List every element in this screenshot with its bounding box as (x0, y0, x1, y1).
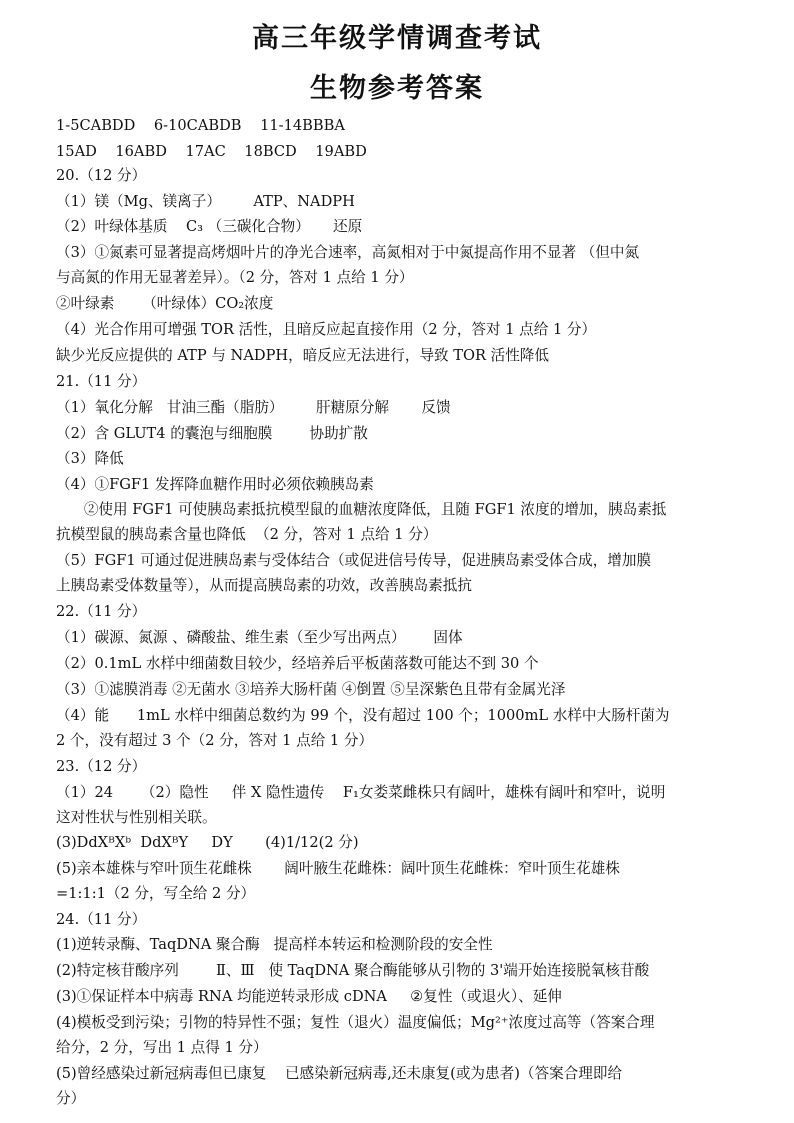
answer-line: （2）叶绿体基质 C₃ （三碳化合物） 还原 (56, 218, 363, 235)
answer-line: 给分，2 分，写出 1 点得 1 分） (56, 1039, 268, 1056)
answer-line: ②使用 FGF1 可使胰岛素抵抗模型鼠的血糖浓度降低，且随 FGF1 浓度的增加，胰岛素抵 (56, 501, 667, 518)
answer-line: (4)模板受到污染；引物的特异性不强；复性（退火）温度偏低；Mg²⁺浓度过高等（答案合理 (56, 1014, 655, 1031)
answer-line: 这对性状与性别相关联。 (56, 809, 217, 826)
answer-line: 与高氮的作用无显著差异）。（2 分，答对 1 点给 1 分） (56, 269, 414, 286)
answer-line: 1-5CABDD 6-10CABDB 11-14BBBA (56, 117, 345, 134)
answer-line: 15AD 16ABD 17AC 18BCD 19ABD (56, 143, 367, 160)
answer-line: （1）氧化分解 甘油三酯（脂肪） 肝糖原分解 反馈 (56, 399, 451, 416)
answer-line: 23.（12 分） (56, 758, 147, 775)
exam-title: 高三年级学情调查考试 (252, 23, 542, 54)
answer-line: （3）①氮素可显著提高烤烟叶片的净光合速率，高氮相对于中氮提高作用不显著 （但中氮 (56, 244, 640, 261)
answer-line: (3)①保证样本中病毒 RNA 均能逆转录形成 cDNA ②复性（或退火）、延伸 (56, 988, 562, 1005)
answer-line: 上胰岛素受体数量等），从而提高胰岛素的功效，改善胰岛素抵抗 (56, 577, 472, 594)
answer-line: （3）降低 (56, 450, 124, 467)
answer-line: （4）光合作用可增强 TOR 活性，且暗反应起直接作用（2 分，答对 1 点给 1 分） (56, 321, 597, 338)
answer-line: （1）24 （2）隐性 伴 X 隐性遗传 F₁女娄菜雌株只有阔叶，雄株有阔叶和窄叶，说明 (56, 784, 666, 801)
answer-line: （1）镁（Mg、镁离子） ATP、NADPH (56, 193, 355, 210)
answer-line: （3）①滤膜消毒 ②无菌水 ③培养大肠杆菌 ④倒置 ⑤呈深紫色且带有金属光泽 (56, 681, 566, 698)
answer-line: (1)逆转录酶、TaqDNA 聚合酶 提高样本转运和检测阶段的安全性 (56, 936, 493, 953)
answer-line: (2)特定核苷酸序列 Ⅱ、Ⅲ 使 TaqDNA 聚合酶能够从引物的 3'端开始连接脱氧核苷酸 (56, 962, 650, 979)
answer-key-subtitle: 生物参考答案 (310, 73, 484, 104)
answer-line: 24.（11 分） (56, 911, 147, 928)
answer-line: （2）含 GLUT4 的囊泡与细胞膜 协助扩散 (56, 425, 368, 442)
answer-line: 22.（11 分） (56, 603, 147, 620)
answer-line: （1）碳源、氮源 、磷酸盐、维生素（至少写出两点） 固体 (56, 629, 463, 646)
answer-line: （2）0.1mL 水样中细菌数目较少，经培养后平板菌落数可能达不到 30 个 (56, 655, 539, 672)
answer-line: =1:1:1（2 分，写全给 2 分） (56, 885, 256, 902)
answer-line: 缺少光反应提供的 ATP 与 NADPH，暗反应无法进行，导致 TOR 活性降低 (56, 347, 549, 364)
answer-line: (5)亲本雄株与窄叶顶生花雌株 阔叶腋生花雌株：阔叶顶生花雌株：窄叶顶生花雄株 (56, 860, 620, 877)
answer-line: (5)曾经感染过新冠病毒但已康复 已感染新冠病毒,还未康复(或为患者)（答案合理即给 (56, 1065, 623, 1082)
answer-line: （5）FGF1 可通过促进胰岛素与受体结合（或促进信号传导，促进胰岛素受体合成，增加膜 (56, 552, 652, 569)
answer-line: （4）能 1mL 水样中细菌总数约为 99 个，没有超过 100 个；1000mL 水样中大肠杆菌为 (56, 707, 670, 724)
answer-line: ②叶绿素 （叶绿体）CO₂浓度 (56, 295, 274, 312)
answer-line: （4）①FGF1 发挥降血糖作用时必须依赖胰岛素 (56, 476, 374, 493)
answer-line: 21.（11 分） (56, 373, 147, 390)
answer-line: (3)DdXᴮXᵇ DdXᴮY DY (4)1/12(2 分) (56, 834, 359, 851)
answer-line: 20.（12 分） (56, 167, 147, 184)
answer-line: 抗模型鼠的胰岛素含量也降低 （2 分，答对 1 点给 1 分） (56, 526, 438, 543)
answer-line: 2 个，没有超过 3 个（2 分，答对 1 点给 1 分） (56, 732, 374, 749)
answer-line: 分） (56, 1090, 86, 1107)
